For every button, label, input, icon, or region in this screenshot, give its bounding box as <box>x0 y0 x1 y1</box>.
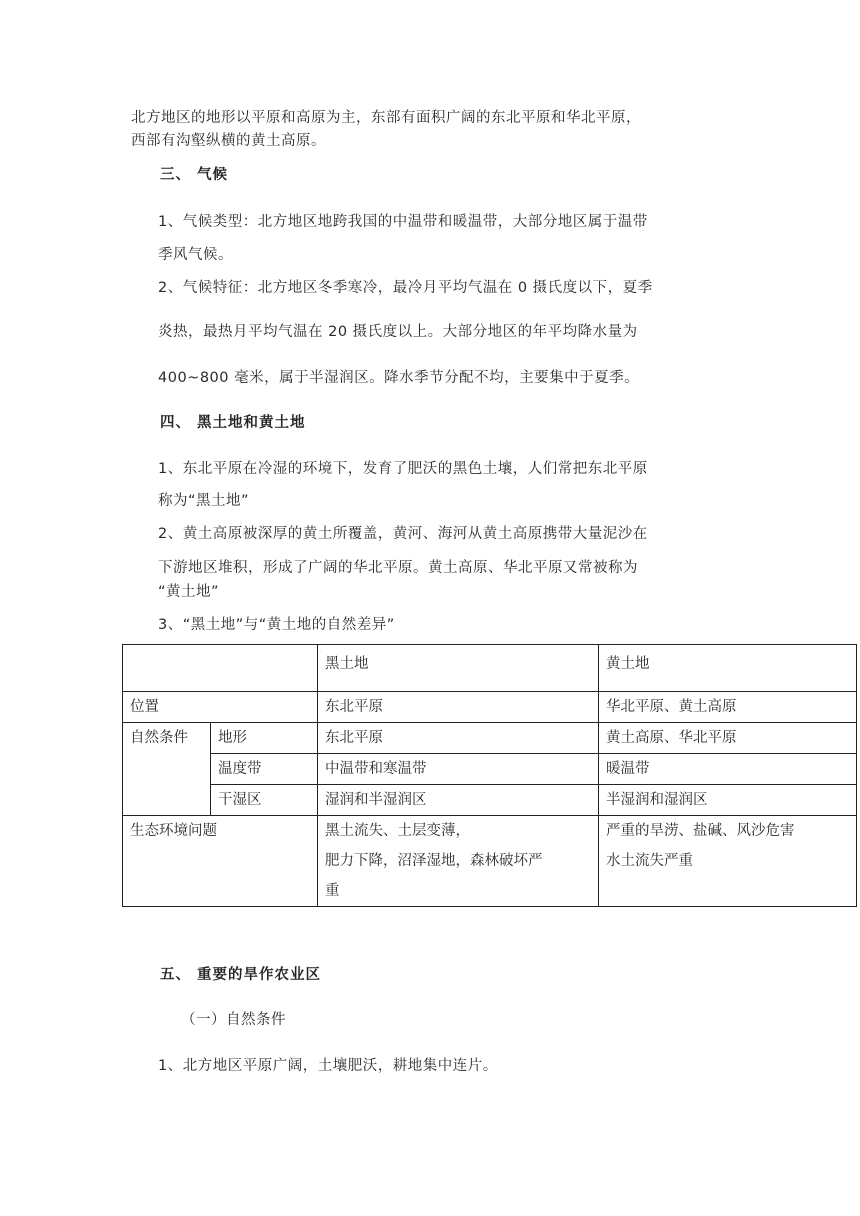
table-corner-cell <box>123 645 318 692</box>
temperature-yellow: 暖温带 <box>599 754 857 785</box>
temperature-black: 中温带和寒温带 <box>318 754 599 785</box>
moisture-black: 湿润和半湿润区 <box>318 785 599 816</box>
table-row-temperature <box>123 754 857 785</box>
table-row-moisture <box>123 785 857 816</box>
header-black-soil: 黑土地 <box>318 645 599 692</box>
comparison-caption: 3、“黑土地”与“黄土地的自然差异” <box>158 617 395 633</box>
terrain-yellow: 黄土高原、华北平原 <box>599 723 857 754</box>
section-heading-climate: 三、 气候 <box>160 167 229 183</box>
location-black: 东北平原 <box>318 692 599 723</box>
header-yellow-soil: 黄土地 <box>599 645 857 692</box>
intro-line-2: 西部有沟壑纵横的黄土高原。 <box>131 133 326 149</box>
row-label-terrain: 地形 <box>211 723 318 754</box>
table-row-location <box>123 692 857 723</box>
ecology-yellow <box>599 816 857 907</box>
row-label-location: 位置 <box>123 692 318 723</box>
black-soil-line-1: 1、东北平原在冷湿的环境下，发育了肥沃的黑色土壤，人们常把东北平原 <box>158 461 648 477</box>
ecology-yellow-line-2: 水土流失严重 <box>606 853 693 869</box>
section-heading-soil: 四、 黑土地和黄土地 <box>160 415 306 431</box>
climate-feature-line-1: 2、气候特征：北方地区冬季寒冷，最冷月平均气温在 0 摄氏度以下，夏季 <box>158 280 653 296</box>
ecology-black <box>318 816 599 907</box>
ecology-black-line-2: 肥力下降，沼泽湿地，森林破坏严 <box>325 853 543 869</box>
row-label-ecology: 生态环境问题 <box>123 816 318 907</box>
intro-line-1: 北方地区的地形以平原和高原为主，东部有面积广阔的东北平原和华北平原， <box>131 110 641 126</box>
climate-feature-line-3: 400~800 毫米，属于半湿润区。降水季节分配不均，主要集中于夏季。 <box>158 370 640 386</box>
ecology-black-line-3: 重 <box>325 883 340 899</box>
climate-type-line-2: 季风气候。 <box>158 247 233 263</box>
table-row-ecology <box>123 816 857 907</box>
climate-type-line-1: 1、气候类型：北方地区地跨我国的中温带和暖温带，大部分地区属于温带 <box>158 214 648 230</box>
row-label-temperature-zone: 温度带 <box>211 754 318 785</box>
yellow-soil-line-3: “黄土地” <box>158 584 220 600</box>
yellow-soil-line-2: 下游地区堆积，形成了广阔的华北平原。黄土高原、华北平原又常被称为 <box>158 560 638 576</box>
terrain-black: 东北平原 <box>318 723 599 754</box>
row-label-moisture-zone: 干湿区 <box>211 785 318 816</box>
farming-line-1: 1、北方地区平原广阔，土壤肥沃，耕地集中连片。 <box>158 1058 498 1074</box>
ecology-yellow-line-1: 严重的旱涝、盐碱、风沙危害 <box>606 823 795 839</box>
climate-feature-line-2: 炎热，最热月平均气温在 20 摄氏度以上。大部分地区的年平均降水量为 <box>158 324 638 340</box>
ecology-black-line-1: 黑土流失、土层变薄， <box>325 823 470 839</box>
table-row-terrain <box>123 723 857 754</box>
row-label-natural-conditions: 自然条件 <box>123 723 211 816</box>
table-header-row <box>123 645 857 692</box>
location-yellow: 华北平原、黄土高原 <box>599 692 857 723</box>
yellow-soil-line-1: 2、黄土高原被深厚的黄土所覆盖，黄河、海河从黄土高原携带大量泥沙在 <box>158 526 648 542</box>
black-soil-line-2: 称为“黑土地” <box>158 493 250 509</box>
soil-comparison-table <box>122 644 857 907</box>
moisture-yellow: 半湿润和湿润区 <box>599 785 857 816</box>
section-heading-dry-farming: 五、 重要的旱作农业区 <box>160 967 322 983</box>
subheading-natural-conditions: （一）自然条件 <box>181 1012 286 1028</box>
